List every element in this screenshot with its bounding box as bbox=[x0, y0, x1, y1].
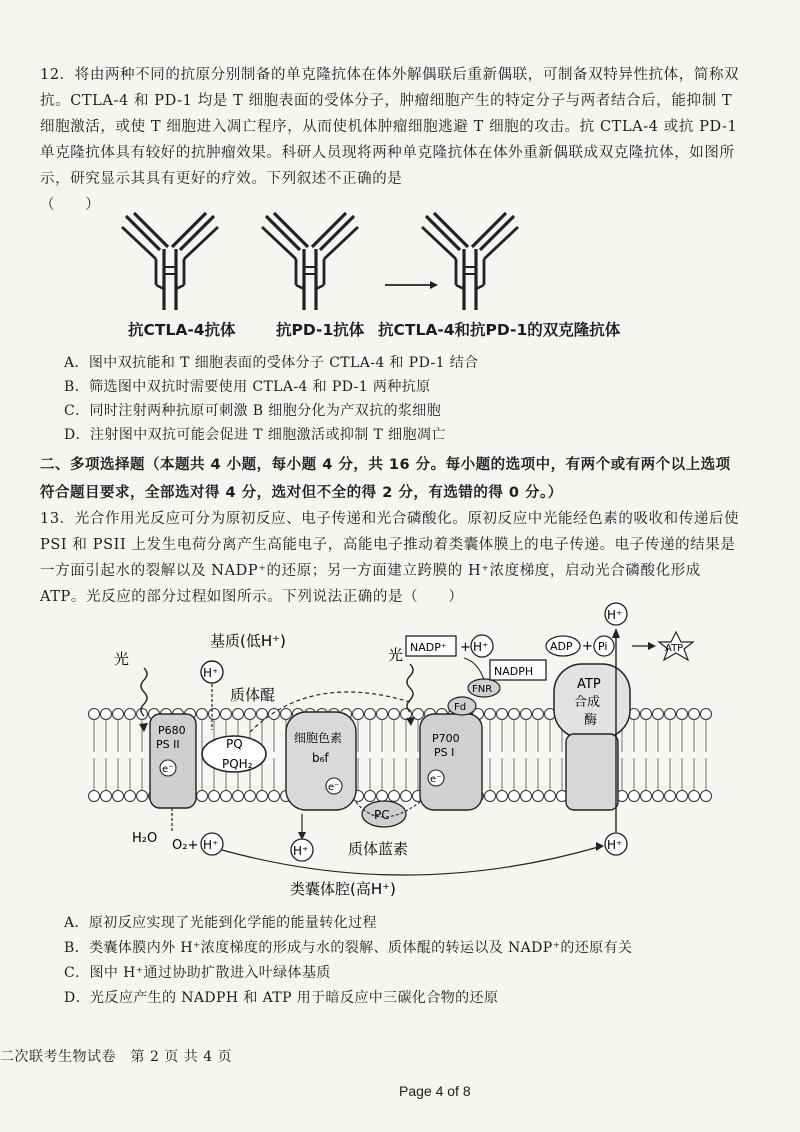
cyt-label-a: 细胞色素 bbox=[294, 731, 343, 745]
exam-footer: 二次联考生物试卷 第 2 页 共 4 页 bbox=[0, 1049, 233, 1065]
ps1-complex bbox=[420, 714, 482, 810]
antibody-figure bbox=[110, 205, 670, 315]
q12-option-c: C．同时注射两种抗原可刺激 B 细胞分化为产双抗的浆细胞 bbox=[64, 403, 442, 419]
pi-text: Pi bbox=[598, 640, 608, 653]
question-12-text bbox=[40, 62, 740, 218]
label-bispecific: 抗CTLA-4和抗PD-1的双克隆抗体 bbox=[378, 321, 621, 339]
synthase-label-1: ATP bbox=[577, 677, 601, 692]
section-2-heading: 二、多项选择题（本题共 4 小题，每小题 4 分，共 16 分。每小题的选项中，有两个或有两个以上选项符合题目要求，全部选对得 4 分，选对但不全的得 2 分，有选错的得 0 分。） bbox=[40, 457, 731, 501]
q12-option-d: D．注射图中双抗可能会促进 T 细胞激活或抑制 T 细胞凋亡 bbox=[64, 427, 446, 443]
pc-text: PC bbox=[374, 808, 390, 822]
h2o-label: H₂O bbox=[132, 831, 158, 846]
anti-ctla4-antibody-icon bbox=[122, 213, 218, 310]
page-number: Page 4 of 8 bbox=[399, 1083, 471, 1099]
fd-text: Fd bbox=[454, 702, 467, 713]
ps2-label-b: PS II bbox=[156, 738, 180, 751]
h-plus-top-2: H⁺ bbox=[473, 640, 489, 654]
q13-option-a: A．原初反应实现了光能到化学能的能量转化过程 bbox=[64, 915, 377, 931]
ps1-label-a: P700 bbox=[432, 732, 460, 745]
synthase-label-3: 酶 bbox=[584, 713, 598, 728]
synthase-label-2: 合成 bbox=[574, 695, 601, 710]
fnr-text: FNR bbox=[472, 684, 493, 695]
plus-text-1: + bbox=[460, 640, 471, 655]
h-plus-lumen-3: H⁺ bbox=[607, 838, 623, 852]
pq-text: PQ bbox=[226, 737, 243, 751]
ps2-label-a: P680 bbox=[158, 724, 186, 737]
cyt-label-b: b₆f bbox=[312, 751, 329, 765]
adp-text: ADP bbox=[550, 640, 573, 653]
label-anti-pd1: 抗PD-1抗体 bbox=[276, 321, 365, 339]
pc-label: 质体蓝素 bbox=[348, 840, 409, 858]
light-reaction-diagram bbox=[80, 602, 720, 902]
electron-label-3: e⁻ bbox=[430, 774, 442, 785]
h-plus-lumen-2: H⁺ bbox=[293, 844, 309, 858]
q12-option-a: A．图中双抗能和 T 细胞表面的受体分子 CTLA-4 和 PD-1 结合 bbox=[64, 355, 479, 371]
h-plus-lumen-1: H⁺ bbox=[203, 838, 219, 852]
stroma-label: 基质(低H⁺) bbox=[210, 632, 286, 650]
q13-option-b: B．类囊体膜内外 H⁺浓度梯度的形成与水的裂解、质体醌的转运以及 NADP⁺的还原有关 bbox=[64, 940, 633, 956]
h-plus-top-1: H⁺ bbox=[203, 666, 219, 680]
light-label-2: 光 bbox=[388, 646, 404, 664]
pqh2-text: PQH₂ bbox=[222, 757, 253, 771]
electron-label-1: e⁻ bbox=[162, 764, 174, 775]
light-label-1: 光 bbox=[114, 650, 130, 668]
q13-option-c: C．图中 H⁺通过协助扩散进入叶绿体基质 bbox=[64, 965, 331, 981]
h-plus-top-3: H⁺ bbox=[607, 608, 623, 622]
nadp-text: NADP⁺ bbox=[410, 641, 447, 654]
question-12-blank: （ ） bbox=[40, 197, 101, 213]
electron-label-2: e⁻ bbox=[328, 782, 340, 793]
pq-label: 质体醌 bbox=[230, 686, 276, 704]
o2-label: O₂+ bbox=[172, 838, 199, 853]
label-anti-ctla4: 抗CTLA-4抗体 bbox=[128, 321, 236, 339]
lumen-label: 类囊体腔(高H⁺) bbox=[290, 880, 396, 898]
question-12-stem: 12．将由两种不同的抗原分别制备的单克隆抗体在体外解偶联后重新偶联，可制备双特异性抗体，简称双抗。CTLA-4 和 PD-1 均是 T 细胞表面的受体分子，肿瘤细胞产生的特定分子与两者结合后，能抑制 T 细胞激活，或使 T 细胞进入凋亡程序，从而使机体肿瘤细胞逃避 T 细胞的攻击。抗 CTLA-4 或抗 PD-1 单克隆抗体具有较好的抗肿瘤效果。科研人员现将两种单克隆抗体在体外重新偶联成双克隆抗体，如图所示，研究显示其具有更好的疗效。下列叙述不正确的是 bbox=[40, 67, 740, 187]
q13-option-d: D．光反应产生的 NADPH 和 ATP 用于暗反应中三碳化合物的还原 bbox=[64, 990, 499, 1006]
bispecific-antibody-icon bbox=[422, 213, 518, 310]
atp-text: ATP bbox=[665, 643, 684, 654]
ps1-label-b: PS I bbox=[434, 746, 455, 759]
q12-option-b: B．筛选图中双抗时需要使用 CTLA-4 和 PD-1 两种抗原 bbox=[64, 379, 431, 395]
nadph-text: NADPH bbox=[494, 665, 534, 678]
question-13-text: 13．光合作用光反应可分为原初反应、电子传递和光合磷酸化。原初反应中光能经色素的吸收和传递后使 PSI 和 PSII 上发生电荷分离产生高能电子，高能电子推动着类囊体膜上的电子传递。电子传递的结果是一方面引起水的裂解以及 NADP⁺的还原；另一方面建立跨膜的 H⁺浓度梯度，启动光合磷酸化形成 ATP。光反应的部分过程如图所示。下列说法正确的是（ ） bbox=[40, 511, 740, 605]
anti-pd1-antibody-icon bbox=[262, 213, 358, 310]
plus-text-2: + bbox=[582, 639, 593, 654]
